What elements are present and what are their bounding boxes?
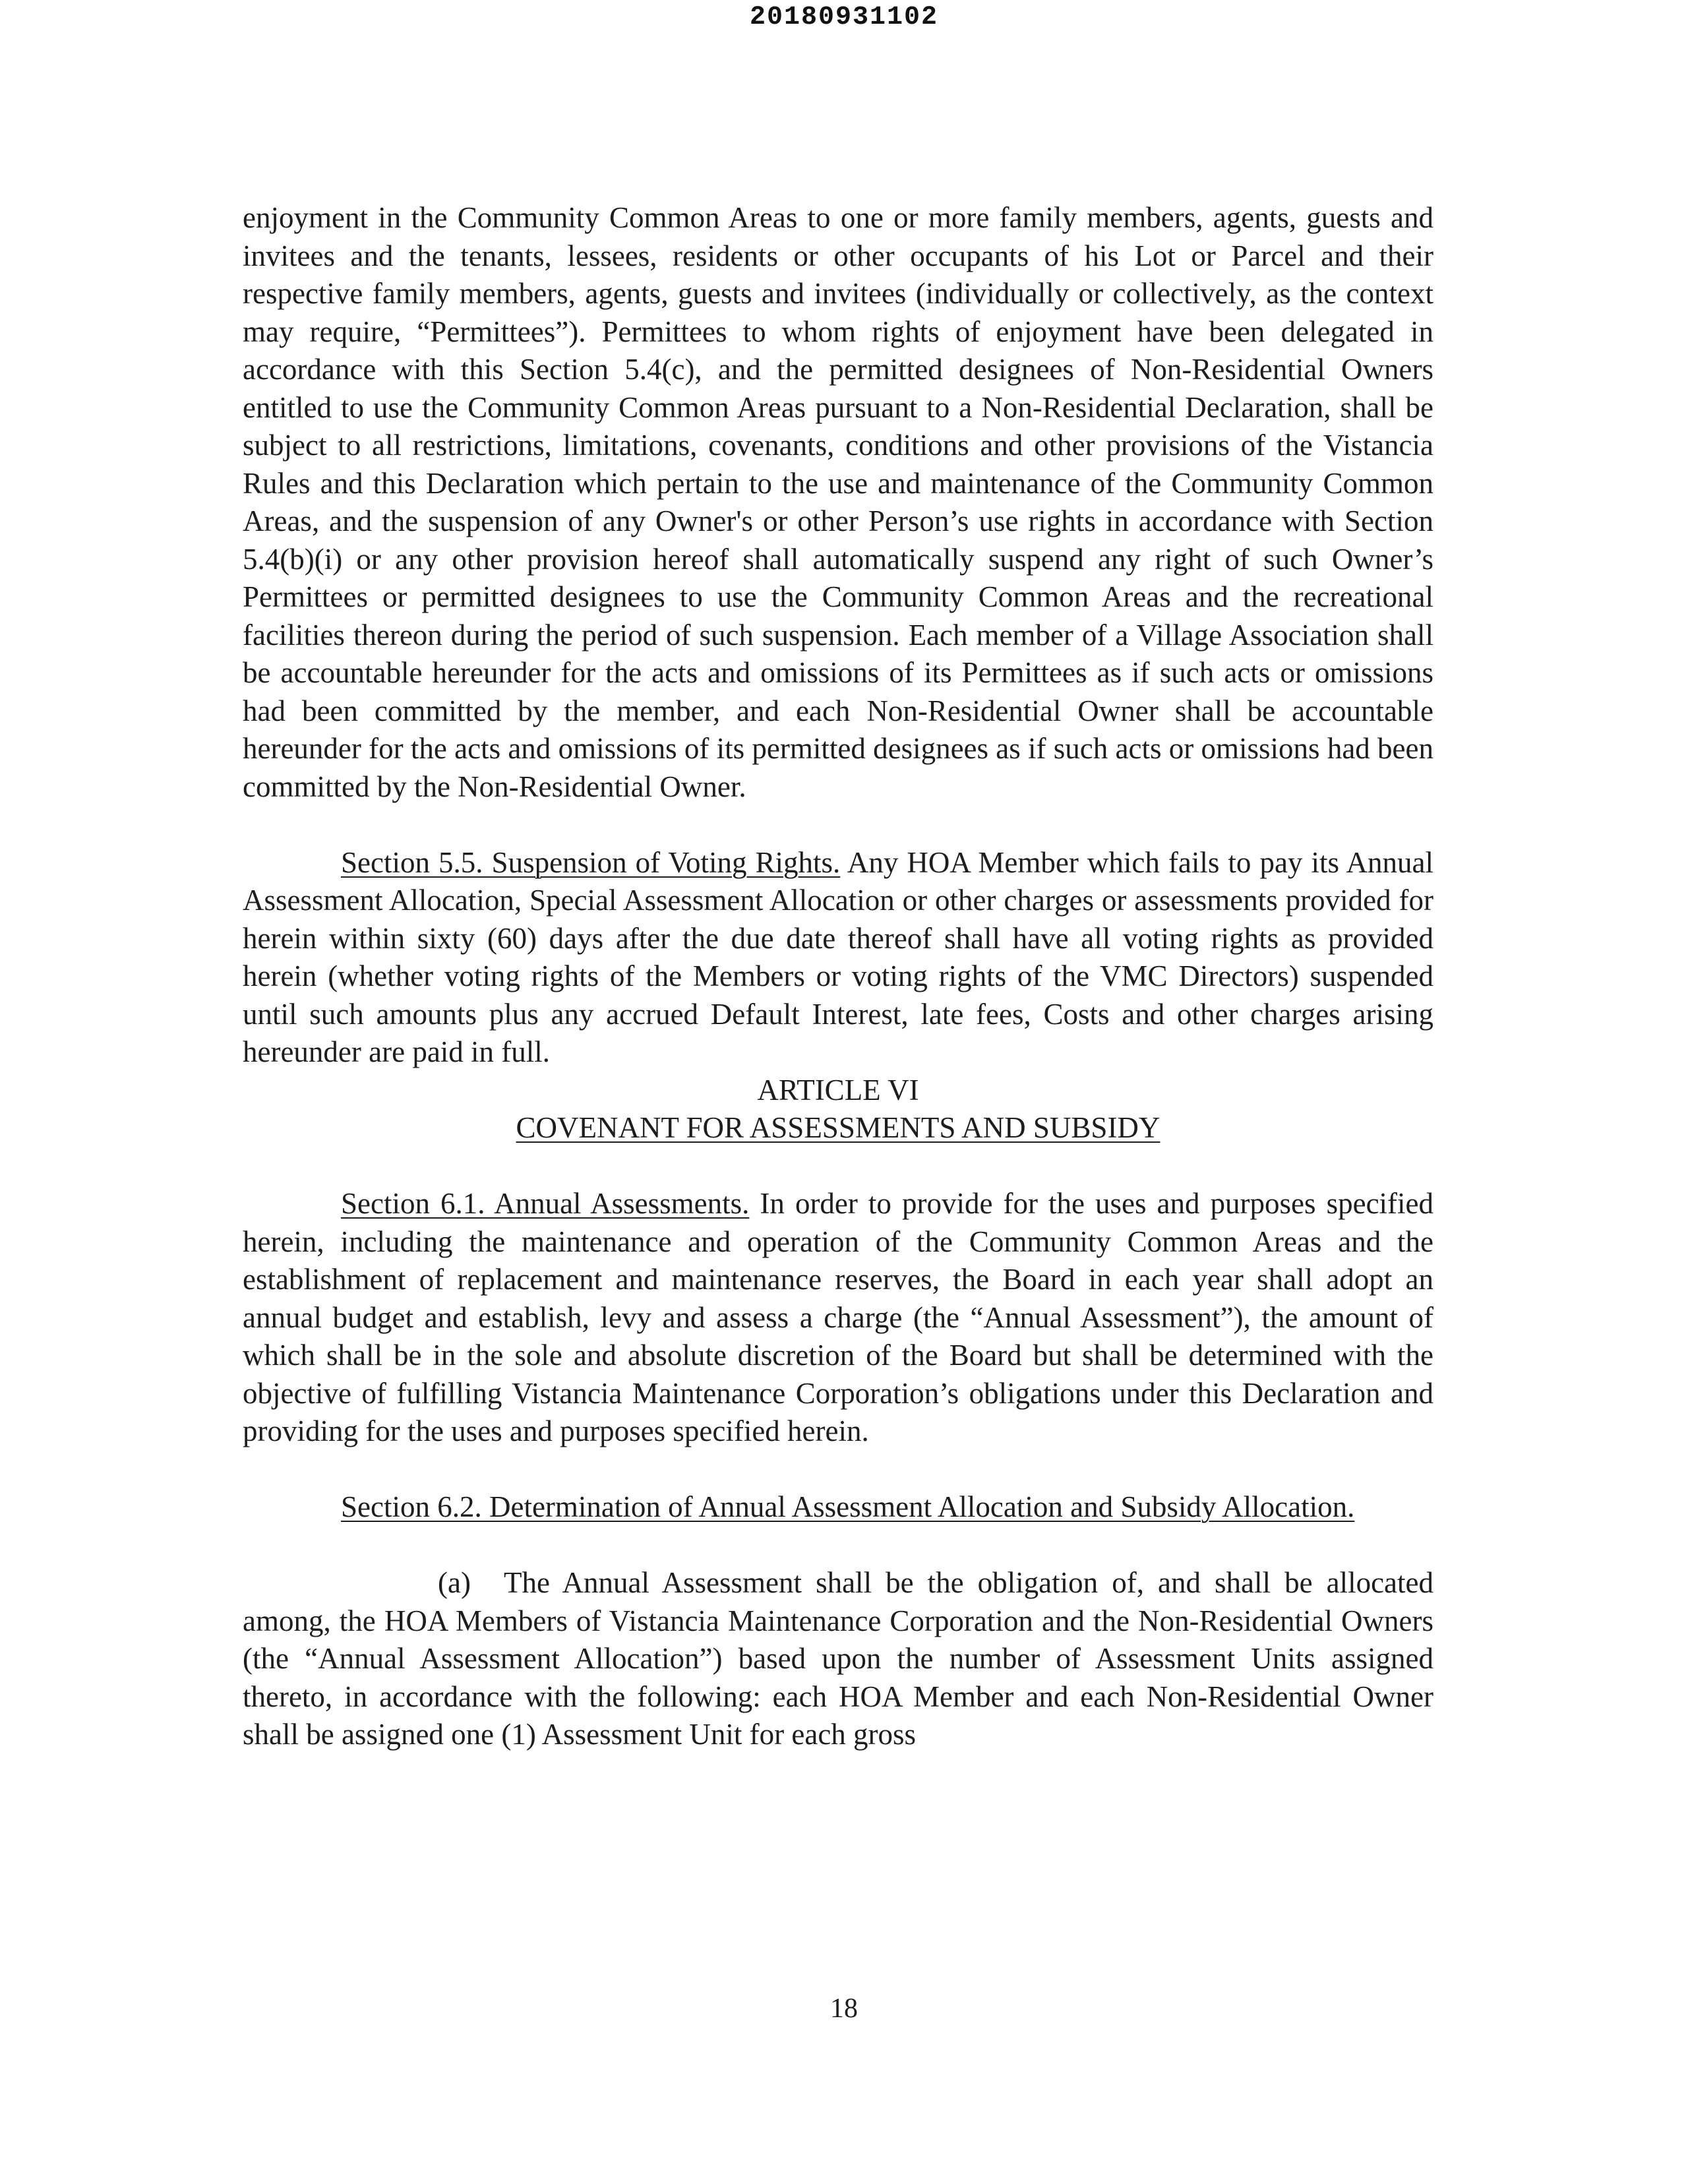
- subsection-a: [243, 1564, 1433, 1754]
- page-number: 18: [830, 1993, 858, 2024]
- document-number: 20180931102: [749, 3, 939, 32]
- article-number: ARTICLE VI: [757, 1073, 919, 1107]
- subsection-a-text: The Annual Assessment shall be the obligation of, and shall be allocated among, the HOA Members of Vistancia Maintenance Corporation and the Non-Residential Owners (the “Annual Assessment Allocation”) based upon the number of Assessment Units assigned thereto, in accordance with the following: each HOA Member and each Non-Residential Owner shall be assigned one (1) Assessment Unit for each gross: [243, 1566, 1433, 1751]
- section-6-1-text: In order to provide for the uses and purposes specified herein, including the maintenance and operation of the Community Common Areas and the establishment of replacement and maintenance reserves, the Board in each year shall adopt an annual budget and establish, levy and assess a charge (the “Annual Assessment”), the amount of which shall be in the sole and absolute discretion of the Board but shall be determined with the objective of fulfilling Vistancia Maintenance Corporation’s obligations under this Declaration and providing for the uses and purposes specified herein.: [243, 1187, 1434, 1447]
- subsection-a-label: (a): [438, 1566, 471, 1599]
- section-5-5: [243, 844, 1433, 1072]
- section-6-1: [243, 1185, 1433, 1451]
- section-6-2: [243, 1488, 1433, 1527]
- section-5-5-heading: Section 5.5. Suspension of Voting Rights.: [341, 845, 841, 879]
- article-heading: [243, 1072, 1433, 1147]
- section-6-2-heading: Section 6.2. Determination of Annual Assessment Allocation and Subsidy Allocation.: [341, 1490, 1355, 1523]
- continued-paragraph: enjoyment in the Community Common Areas to one or more family members, agents, guests and invitees and the tenants, lessees, residents or other occupants of his Lot or Parcel and their respective family members, agents, guests and invitees (individually or collectively, as the context may require, “Permittees”). Permittees to whom rights of enjoyment have been delegated in accordance with this Section 5.4(c), and the permitted designees of Non-Residential Owners entitled to use the Community Common Areas pursuant to a Non-Residential Declaration, shall be subject to all restrictions, limitations, covenants, conditions and other provisions of the Vistancia Rules and this Declaration which pertain to the use and maintenance of the Community Common Areas, and the suspension of any Owner's or other Person’s use rights in accordance with Section 5.4(b)(i) or any other provision hereof shall automatically suspend any right of such Owner’s Permittees or permitted designees to use the Community Common Areas and the recreational facilities thereon during the period of such suspension. Each member of a Village Association shall be accountable hereunder for the acts and omissions of its Permittees as if such acts or omissions had been committed by the member, and each Non-Residential Owner shall be accountable hereunder for the acts and omissions of its permitted designees as if such acts or omissions had been committed by the Non-Residential Owner.: [243, 201, 1433, 803]
- article-title: COVENANT FOR ASSESSMENTS AND SUBSIDY: [516, 1111, 1160, 1144]
- document-body: [243, 199, 1433, 1754]
- section-5-5-text: Any HOA Member which fails to pay its Annual Assessment Allocation, Special Assessment Allocation or other charges or assessments provided for herein within sixty (60) days after the due date thereof shall have all voting rights as provided herein (whether voting rights of the Members or voting rights of the VMC Directors) suspended until such amounts plus any accrued Default Interest, late fees, Costs and other charges arising hereunder are paid in full.: [243, 845, 1433, 1068]
- section-6-1-heading: Section 6.1. Annual Assessments.: [341, 1187, 750, 1220]
